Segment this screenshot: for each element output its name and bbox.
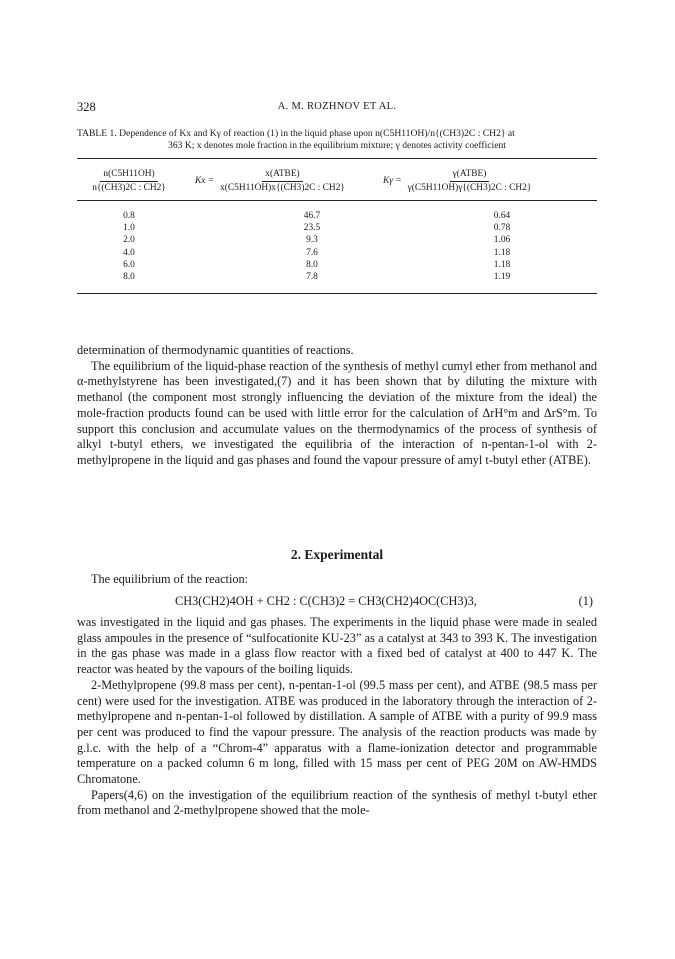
table-cell: 1.18 (493, 259, 511, 270)
table-cell: 7.6 (306, 247, 318, 258)
paragraph-reaction-lead (77, 572, 597, 588)
page-number: 328 (77, 100, 96, 114)
table-cell: 1.0 (123, 223, 135, 234)
table-cell: 8.0 (123, 271, 135, 282)
reaction-equation (77, 594, 597, 610)
header-kgamma-denominator: γ(C5H11OH)γ{(CH3)2C : CH2} (407, 183, 532, 193)
header-kx (195, 169, 395, 194)
table-cell: 0.78 (493, 223, 511, 234)
header-ratio (77, 169, 181, 194)
table-top-rule (77, 158, 597, 159)
paragraph-intro: The equilibrium of the liquid-phase reaction of the synthesis of methyl cumyl ether from methanol and α-methylstyrene has been investigated,(7) and it has been shown that by diluting the mixture with methanol (the component most strongly influencing the deviation of the mixture from the ideal) the mole-fraction products found can be used with little error for the calculation of ΔrH°m and ΔrS°m. To support this conclusion and accumulate values on the thermodynamics of the process of synthesis of alkyl t-butyl ethers, we investigated the equilibria of the interaction of n-pentan-1-ol with 2-methylpropene in the liquid and gas phases and found the vapour pressure of amyl t-butyl ether (ATBE). (77, 358, 597, 467)
experimental-text (77, 615, 597, 819)
paragraph-continued: determination of thermodynamic quantities of reactions. (77, 343, 354, 357)
page-header (77, 100, 597, 116)
equation-expression: CH3(CH2)4OH + CH2 : C(CH3)2 = CH3(CH2)4OC(CH3)3, (175, 594, 477, 608)
header-kgamma-numerator: γ(ATBE) (450, 169, 490, 182)
header-ratio-denominator: n{(CH3)2C : CH2} (92, 183, 166, 193)
table-cell: 8.0 (306, 259, 318, 270)
column-kgamma (442, 210, 562, 283)
table-cell: 7.8 (306, 271, 318, 282)
table-cell: 6.0 (123, 259, 135, 270)
header-kgamma (383, 169, 597, 194)
table-cell: 0.64 (493, 211, 511, 221)
table-cell: 23.5 (303, 223, 321, 234)
paragraph: The equilibrium of the reaction: (91, 572, 249, 586)
header-kx-lhs: Kx = (195, 176, 215, 186)
column-ratio (77, 210, 181, 283)
section-title: 2. Experimental (290, 547, 384, 562)
header-kx-denominator: x(C5H11OH)x{(CH3)2C : CH2} (220, 183, 345, 193)
table-cell: 1.19 (493, 271, 511, 282)
table-cell: 46.7 (303, 211, 321, 221)
header-kgamma-lhs: Kγ = (383, 176, 402, 186)
table-cell: 9.3 (306, 235, 318, 246)
header-ratio-numerator: n(C5H11OH) (100, 169, 157, 182)
column-kx (252, 210, 372, 283)
table-bottom-rule (77, 293, 597, 294)
table-cell: 1.06 (493, 235, 511, 246)
table-caption-line2: 363 K; x denotes mole fraction in the equilibrium mixture; γ denotes activity coefficient (168, 140, 506, 151)
equation-number: (1) (578, 594, 593, 608)
intro-text (77, 343, 597, 469)
paragraph: Papers(4,6) on the investigation of the equilibrium reaction of the synthesis of methyl t-butyl ether from methanol and 2-methylpropene showed that the mole- (77, 787, 597, 818)
data-table (77, 158, 597, 296)
table-cell: 2.0 (123, 235, 135, 246)
table-cell: 0.8 (123, 211, 135, 221)
paragraph: was investigated in the liquid and gas phases. The experiments in the liquid phase were made in sealed glass ampoules in the presence of “sulfocationite KU-23” as a catalyst at 343 to 393 K. The investigation in the gas phase was made in a glass flow reactor with a fixed bed of catalyst at 400 to 447 K. The reactor was heated by the vapours of the boiling liquids. (77, 615, 597, 677)
table-cell: 1.18 (493, 247, 511, 258)
table-header-rule (77, 200, 597, 201)
header-kx-numerator: x(ATBE) (262, 169, 302, 182)
table-caption-line1: TABLE 1. Dependence of Kx and Kγ of reaction (1) in the liquid phase upon n(C5H11OH)/n{(CH3)2C : CH2} at (77, 128, 515, 139)
table-cell: 4.0 (123, 247, 135, 258)
table-caption (77, 128, 597, 152)
running-head: A. M. ROZHNOV ET AL. (277, 101, 397, 112)
paragraph: 2-Methylpropene (99.8 mass per cent), n-pentan-1-ol (99.5 mass per cent), and ATBE (98.5 mass per cent) were used for the investigation. ATBE was produced in the laboratory through the interaction of 2-methylpropene and n-pentan-1-ol followed by distillation. A sample of ATBE with a purity of 99.9 mass per cent was produced to find the vapour pressure. The analysis of the reaction products was made by g.l.c. with the help of a “Chrom-4” apparatus with a flame-ionization detector and programmable temperature on a packed column 6 m long, filled with 15 mass per cent of PEG 20M on AW-HMDS Chromatone. (77, 677, 597, 787)
